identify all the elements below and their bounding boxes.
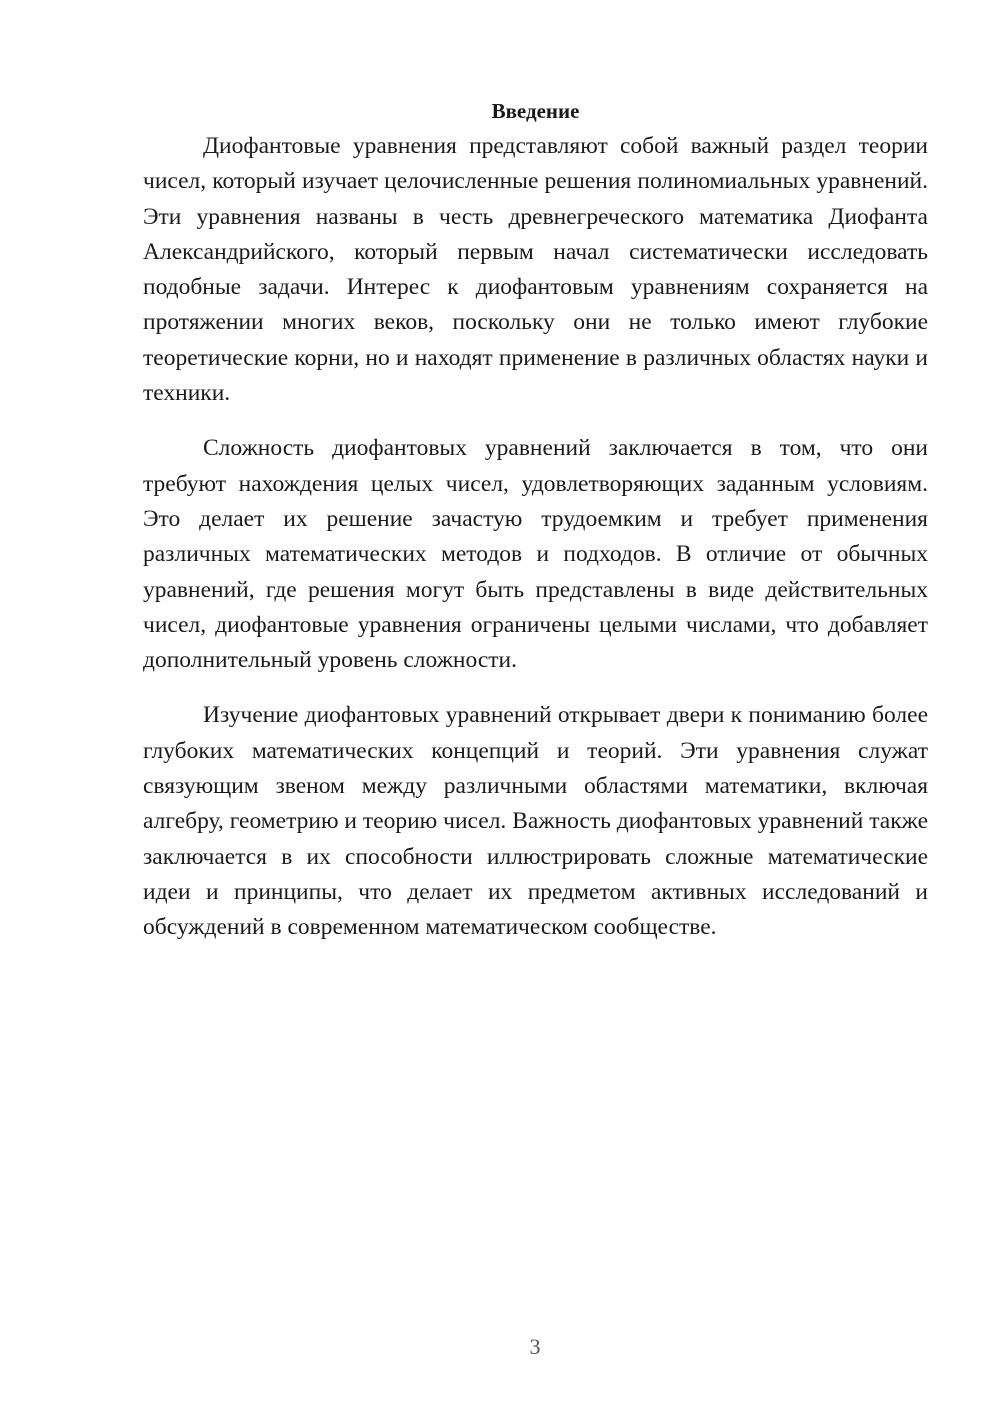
paragraph-1: Диофантовые уравнения представляют собой важный раздел теории чисел, который изучает целочисленные решения полиномиальных уравнений. Эти уравнения названы в честь древнегреческого математика Диофанта Александрийского, который первым начал систематически исследовать подобные задачи. Интерес к диофантовым уравнениям сохраняется на протяжении многих веков, поскольку они не только имеют глубокие теоретические корни, но и находят применение в различных областях науки и техники. — [143, 133, 928, 407]
document-page — [143, 96, 928, 966]
page-title: Введение — [491, 99, 580, 123]
paragraph-3: Изучение диофантовых уравнений открывает двери к пониманию более глубоких математических концепций и теорий. Эти уравнения служат связующим звеном между различными областями математики, включая алгебру, геометрию и теорию чисел. Важность диофантовых уравнений также заключается в их способности иллюстрировать сложные математические идеи и принципы, что делает их предметом активных исследований и обсуждений в современном математическом сообществе. — [143, 702, 928, 941]
page-number: 3 — [529, 1334, 541, 1359]
paragraph-2: Сложность диофантовых уравнений заключается в том, что они требуют нахождения целых чисел, удовлетворяющих заданным условиям. Это делает их решение зачастую трудоемким и требует применения различных математических методов и подходов. В отличие от обычных уравнений, где решения могут быть представлены в виде действительных чисел, диофантовые уравнения ограничены целыми числами, что добавляет дополнительный уровень сложности. — [143, 435, 928, 674]
